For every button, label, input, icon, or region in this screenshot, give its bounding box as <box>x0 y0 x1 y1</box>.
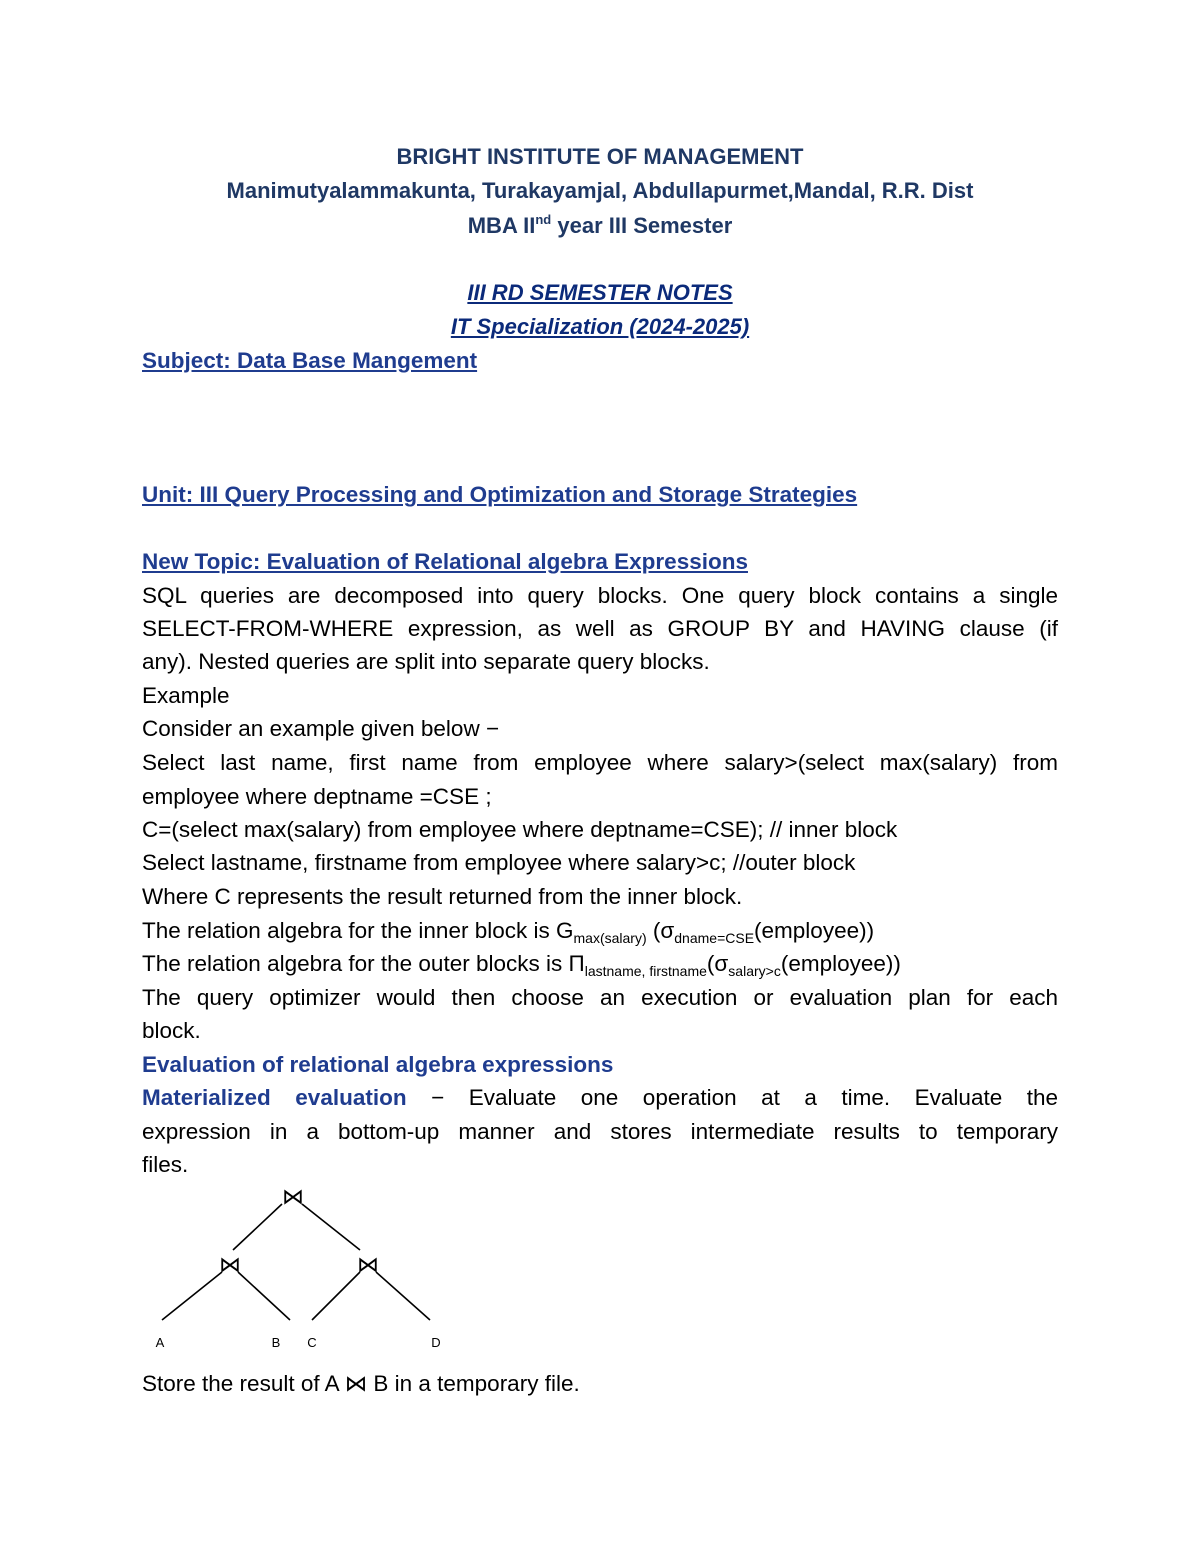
query-line: C=(select max(salary) from employee where deptname=CSE); // inner block <box>142 817 898 842</box>
tree-edge <box>238 1272 290 1320</box>
query-line: Where C represents the result returned from the inner block. <box>142 884 743 909</box>
materialized-line: files. <box>142 1152 189 1177</box>
join-node-root: ⋈ <box>282 1184 304 1209</box>
notes-title: III RD SEMESTER NOTES <box>467 280 733 305</box>
institute-name: BRIGHT INSTITUTE OF MANAGEMENT <box>396 144 804 169</box>
subject-line: Subject: Data Base Mangement <box>142 348 478 373</box>
join-node-right: ⋈ <box>357 1252 379 1277</box>
section-heading: Evaluation of relational algebra expressions <box>142 1052 614 1077</box>
inner-block-algebra: The relation algebra for the inner block is $G_{max(salary)}$ $(\sigma_{dname=CSE}(employee))$ <box>142 918 875 946</box>
example-intro: Consider an example given below − <box>142 716 500 741</box>
program-line: MBA IInd year III Semester <box>467 212 733 238</box>
optimizer-line: block. <box>142 1018 201 1043</box>
materialized-line: expression in a bottom-up manner and stores intermediate results to temporary <box>142 1119 1058 1144</box>
query-line: employee where deptname =CSE ; <box>142 784 492 809</box>
tree-edge <box>233 1204 282 1250</box>
leaf-label: B <box>271 1335 281 1350</box>
materialized-line: Materialized evaluation − Evaluate one operation at a time. Evaluate the <box>142 1085 1058 1110</box>
tree-edge <box>312 1272 360 1320</box>
query-line: Select lastname, firstname from employee where salary>c; //outer block <box>142 850 856 875</box>
specialization: IT Specialization (2024-2025) <box>450 314 750 339</box>
tree-edge <box>162 1272 222 1320</box>
join-tree-diagram <box>140 1180 480 1360</box>
tree-edge <box>376 1272 430 1320</box>
join-node-left: ⋈ <box>219 1252 241 1277</box>
leaf-label: D <box>431 1335 441 1350</box>
query-line: Select last name, first name from employee where salary>(select max(salary) from <box>142 750 1058 775</box>
example-label: Example <box>142 683 230 708</box>
leaf-label: A <box>155 1335 165 1350</box>
unit-heading: Unit: III Query Processing and Optimization and Storage Strategies <box>142 482 858 507</box>
topic-heading: New Topic: Evaluation of Relational algebra Expressions <box>142 549 748 574</box>
institute-address: Manimutyalammakunta, Turakayamjal, Abdullapurmet,Mandal, R.R. Dist <box>226 178 974 203</box>
closing-line: Store the result of A ⋈ B in a temporary file. <box>142 1371 580 1396</box>
paragraph-line: any). Nested queries are split into separate query blocks. <box>142 649 710 674</box>
leaf-label: C <box>307 1335 317 1350</box>
tree-edge <box>302 1204 360 1250</box>
paragraph-line: SQL queries are decomposed into query blocks. One query block contains a single <box>142 583 1058 608</box>
outer-block-algebra: The relation algebra for the outer blocks is $\Pi_{lastname, firstname}(\sigma_{salary>c}(employee))$ <box>142 951 901 979</box>
paragraph-line: SELECT-FROM-WHERE expression, as well as GROUP BY and HAVING clause (if <box>142 616 1058 641</box>
optimizer-line: The query optimizer would then choose an execution or evaluation plan for each <box>142 985 1058 1010</box>
